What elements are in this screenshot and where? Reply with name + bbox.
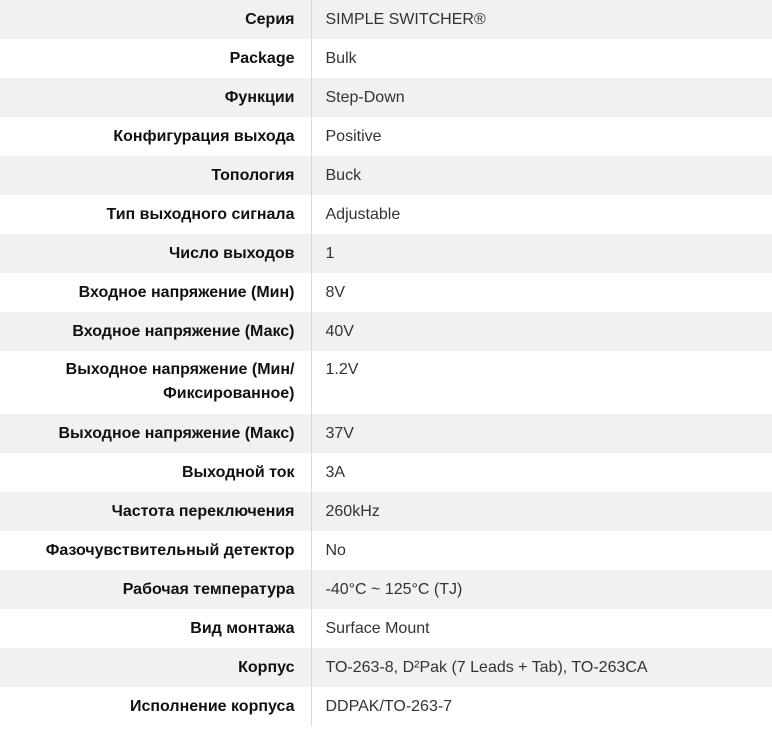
spec-value: 260kHz	[311, 492, 772, 531]
spec-value: TO-263-8, D²Pak (7 Leads + Tab), TO-263CA	[311, 648, 772, 687]
spec-label: Входное напряжение (Макс)	[0, 312, 311, 351]
spec-row-phase-detector	[0, 531, 772, 570]
spec-row-operating-temperature	[0, 570, 772, 609]
spec-row-package	[0, 39, 772, 78]
spec-value: 37V	[311, 414, 772, 453]
spec-label: Выходной ток	[0, 453, 311, 492]
spec-value: SIMPLE SWITCHER®	[311, 0, 772, 39]
spec-value: Positive	[311, 117, 772, 156]
spec-value: 8V	[311, 273, 772, 312]
spec-label: Частота переключения	[0, 492, 311, 531]
spec-row-mounting-type	[0, 609, 772, 648]
spec-label: Фазочувствительный детектор	[0, 531, 311, 570]
spec-row-input-voltage-min	[0, 273, 772, 312]
spec-label: Функции	[0, 78, 311, 117]
spec-row-topology	[0, 156, 772, 195]
spec-value: 3A	[311, 453, 772, 492]
spec-value: Surface Mount	[311, 609, 772, 648]
spec-label: Конфигурация выхода	[0, 117, 311, 156]
spec-value: -40°C ~ 125°C (TJ)	[311, 570, 772, 609]
spec-label: Входное напряжение (Мин)	[0, 273, 311, 312]
spec-row-output-type	[0, 195, 772, 234]
spec-label: Выходное напряжение (Мин/ Фиксированное)	[0, 351, 311, 414]
spec-value: 1	[311, 234, 772, 273]
spec-value: Bulk	[311, 39, 772, 78]
spec-label: Серия	[0, 0, 311, 39]
spec-value: Buck	[311, 156, 772, 195]
spec-row-input-voltage-max	[0, 312, 772, 351]
spec-row-output-voltage-max	[0, 414, 772, 453]
spec-value: 40V	[311, 312, 772, 351]
spec-value: Adjustable	[311, 195, 772, 234]
spec-label: Тип выходного сигнала	[0, 195, 311, 234]
spec-row-output-current	[0, 453, 772, 492]
spec-row-functions	[0, 78, 772, 117]
spec-row-output-voltage-min-fixed	[0, 351, 772, 414]
spec-row-number-of-outputs	[0, 234, 772, 273]
spec-row-supplier-device-package	[0, 687, 772, 726]
spec-value: No	[311, 531, 772, 570]
spec-label: Топология	[0, 156, 311, 195]
spec-label: Рабочая температура	[0, 570, 311, 609]
spec-label: Выходное напряжение (Макс)	[0, 414, 311, 453]
spec-value: DDPAK/TO-263-7	[311, 687, 772, 726]
spec-value: 1.2V	[311, 351, 772, 414]
spec-value: Step-Down	[311, 78, 772, 117]
spec-row-switching-frequency	[0, 492, 772, 531]
spec-label: Package	[0, 39, 311, 78]
spec-row-series	[0, 0, 772, 39]
spec-label: Число выходов	[0, 234, 311, 273]
spec-row-output-configuration	[0, 117, 772, 156]
spec-row-package-case	[0, 648, 772, 687]
spec-label: Вид монтажа	[0, 609, 311, 648]
spec-label: Корпус	[0, 648, 311, 687]
spec-label: Исполнение корпуса	[0, 687, 311, 726]
